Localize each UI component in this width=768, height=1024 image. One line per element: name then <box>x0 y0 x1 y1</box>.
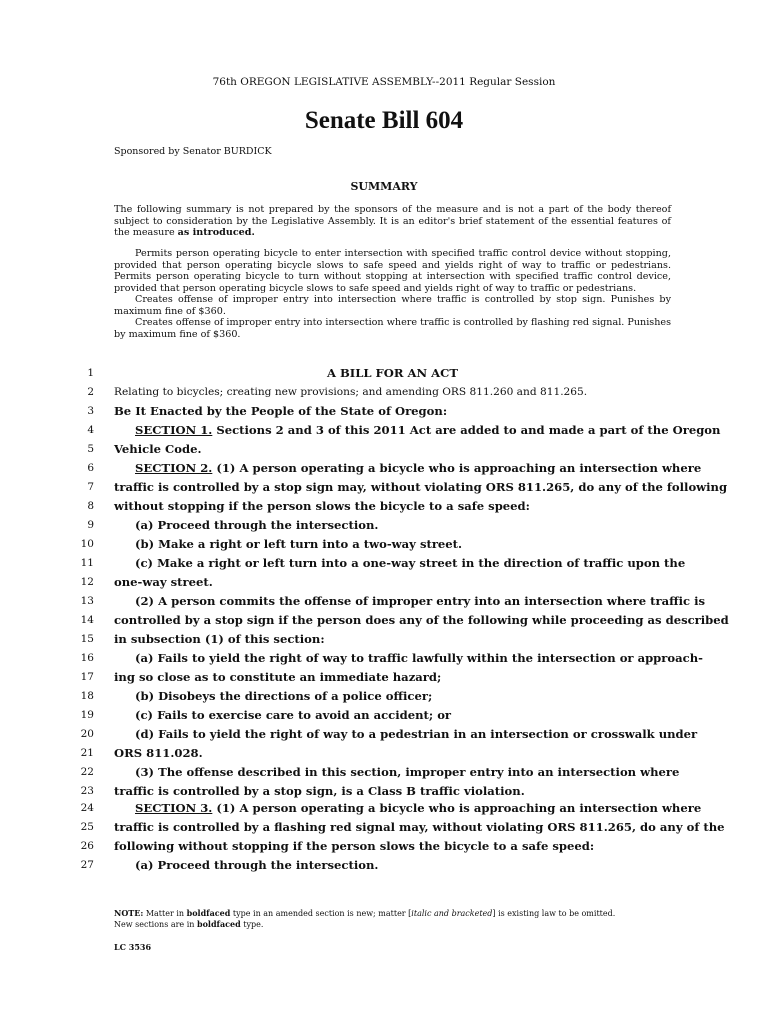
line-number: 8 <box>87 500 94 512</box>
bill-line <box>0 364 768 382</box>
line-text: Be It Enacted by the People of the State of Oregon: <box>114 404 448 418</box>
line-text <box>114 459 702 477</box>
line-text: (c) Make a right or left turn into a one-way street in the direction of traffic upon the <box>135 556 686 570</box>
bill-line <box>0 402 768 420</box>
note-bold: boldfaced <box>196 919 241 929</box>
footer-note <box>114 908 671 930</box>
session-header: 76th OREGON LEGISLATIVE ASSEMBLY--2011 Regular Session <box>212 76 556 88</box>
line-text: (b) Make a right or left turn into a two-way street. <box>135 537 463 551</box>
line-text: in subsection (1) of this section: <box>114 632 325 646</box>
note-text: Matter in <box>143 909 187 918</box>
line-number: 26 <box>80 840 94 852</box>
bill-line <box>0 573 768 591</box>
line-number: 14 <box>80 614 94 626</box>
bill-line <box>0 725 768 743</box>
line-number: 24 <box>80 802 94 814</box>
line-text: traffic is controlled by a stop sign may, without violating ORS 811.265, do any of the following <box>114 480 728 494</box>
line-number: 23 <box>80 785 94 797</box>
bill-line <box>0 440 768 458</box>
line-number: 16 <box>80 652 94 664</box>
bill-line <box>0 554 768 572</box>
bill-line <box>0 535 768 553</box>
line-number: 5 <box>87 443 94 455</box>
line-number: 3 <box>87 405 94 417</box>
note-text: type in an amended section is new; matter [ <box>230 909 412 918</box>
line-number: 18 <box>80 690 94 702</box>
line-number: 21 <box>80 747 94 759</box>
section-text: (1) A person operating a bicycle who is approaching an intersection where <box>212 801 702 815</box>
bill-line <box>0 856 768 874</box>
bill-line <box>0 611 768 629</box>
line-number: 2 <box>87 386 94 398</box>
bill-line <box>0 421 768 439</box>
line-number: 10 <box>80 538 94 550</box>
bill-line <box>0 630 768 648</box>
summary-paragraph: Creates offense of improper entry into intersection where traffic is controlled by flashing red signal. Punishes by maximum fine of $360. <box>114 317 671 340</box>
bill-line <box>0 383 768 401</box>
line-number: 13 <box>80 595 94 607</box>
line-text: ORS 811.028. <box>114 746 203 760</box>
line-text: (a) Proceed through the intersection. <box>135 858 379 872</box>
line-text: traffic is controlled by a flashing red signal may, without violating ORS 811.265, do any of the <box>114 820 725 834</box>
bill-line <box>0 818 768 836</box>
bill-line <box>0 649 768 667</box>
line-text: traffic is controlled by a stop sign, is a Class B traffic violation. <box>114 784 525 798</box>
line-text: Vehicle Code. <box>114 442 202 456</box>
section-label: SECTION 2. <box>135 461 213 475</box>
line-text <box>114 421 721 439</box>
line-text: (a) Proceed through the intersection. <box>135 518 379 532</box>
section-label: SECTION 1. <box>135 423 213 437</box>
line-text: (a) Fails to yield the right of way to traffic lawfully within the intersection or approach- <box>135 651 703 665</box>
line-number: 6 <box>87 462 94 474</box>
bill-line <box>0 744 768 762</box>
line-text: (c) Fails to exercise care to avoid an accident; or <box>135 708 452 722</box>
line-number: 17 <box>80 671 94 683</box>
line-number: 15 <box>80 633 94 645</box>
line-text <box>114 799 702 817</box>
bill-line <box>0 516 768 534</box>
bill-line <box>0 497 768 515</box>
line-text: controlled by a stop sign if the person does any of the following while proceeding as described <box>114 613 729 627</box>
note-text: ] is existing law to be omitted. <box>492 909 616 918</box>
bill-line <box>0 799 768 817</box>
note-text: New sections are in <box>114 920 197 929</box>
bill-line <box>0 592 768 610</box>
line-number: 19 <box>80 709 94 721</box>
line-text: one-way street. <box>114 575 213 589</box>
note-italic: italic and bracketed <box>411 909 493 918</box>
lc-number: LC 3536 <box>114 942 152 952</box>
bill-line <box>0 668 768 686</box>
section-text: (1) A person operating a bicycle who is approaching an intersection where <box>212 461 702 475</box>
bill-line <box>0 782 768 800</box>
note-label: NOTE: <box>114 908 144 918</box>
section-text: Sections 2 and 3 of this 2011 Act are added to and made a part of the Oregon <box>212 423 721 437</box>
bill-title: Senate Bill 604 <box>304 107 464 134</box>
bill-line <box>0 706 768 724</box>
line-text: Relating to bicycles; creating new provisions; and amending ORS 811.260 and 811.265. <box>114 386 588 398</box>
sponsor-line: Sponsored by Senator BURDICK <box>114 146 272 157</box>
line-number: 7 <box>87 481 94 493</box>
bill-line <box>0 459 768 477</box>
line-number: 25 <box>80 821 94 833</box>
section-label: SECTION 3. <box>135 801 213 815</box>
summary-paragraphs <box>114 248 671 340</box>
bill-line <box>0 687 768 705</box>
note-text: type. <box>240 920 264 929</box>
summary-intro-bold: as introduced. <box>177 227 255 238</box>
line-number: 12 <box>80 576 94 588</box>
line-text: ing so close as to constitute an immediate hazard; <box>114 670 442 684</box>
line-number: 4 <box>87 424 94 436</box>
line-text: (b) Disobeys the directions of a police officer; <box>135 689 433 703</box>
bill-line <box>0 478 768 496</box>
line-text: (d) Fails to yield the right of way to a pedestrian in an intersection or crosswalk under <box>135 727 698 741</box>
line-number: 1 <box>87 367 94 379</box>
line-text: (3) The offense described in this section, improper entry into an intersection where <box>135 765 680 779</box>
line-number: 27 <box>80 859 94 871</box>
line-number: 22 <box>80 766 94 778</box>
bill-line <box>0 837 768 855</box>
summary-intro <box>114 204 671 239</box>
summary-intro-text: The following summary is not prepared by the sponsors of the measure and is not a part of the body thereof subject to consideration by the Legislative Assembly. It is an editor's brief statement of the essential features of the measure <box>114 204 671 238</box>
line-number: 9 <box>87 519 94 531</box>
summary-paragraph: Creates offense of improper entry into intersection where traffic is controlled by stop sign. Punishes by maximum fine of $360. <box>114 294 671 317</box>
bill-act-heading: A BILL FOR AN ACT <box>326 366 459 380</box>
note-bold: boldfaced <box>186 908 231 918</box>
bill-line <box>0 763 768 781</box>
line-number: 20 <box>80 728 94 740</box>
line-text: (2) A person commits the offense of improper entry into an intersection where traffic is <box>135 594 706 608</box>
line-text: without stopping if the person slows the bicycle to a safe speed: <box>114 499 530 513</box>
line-number: 11 <box>80 557 94 569</box>
summary-heading: SUMMARY <box>350 180 418 193</box>
line-text: following without stopping if the person slows the bicycle to a safe speed: <box>114 839 595 853</box>
summary-paragraph: Permits person operating bicycle to enter intersection with specified traffic control device without stopping, provided that person operating bicycle slows to safe speed and yields right of way to traffic or pedestrians. Permits person operating bicycle to turn without stopping at intersection with specified traffic control device, provided that person operating bicycle slows to safe speed and yields right of way to traffic or pedestrians. <box>114 248 671 294</box>
